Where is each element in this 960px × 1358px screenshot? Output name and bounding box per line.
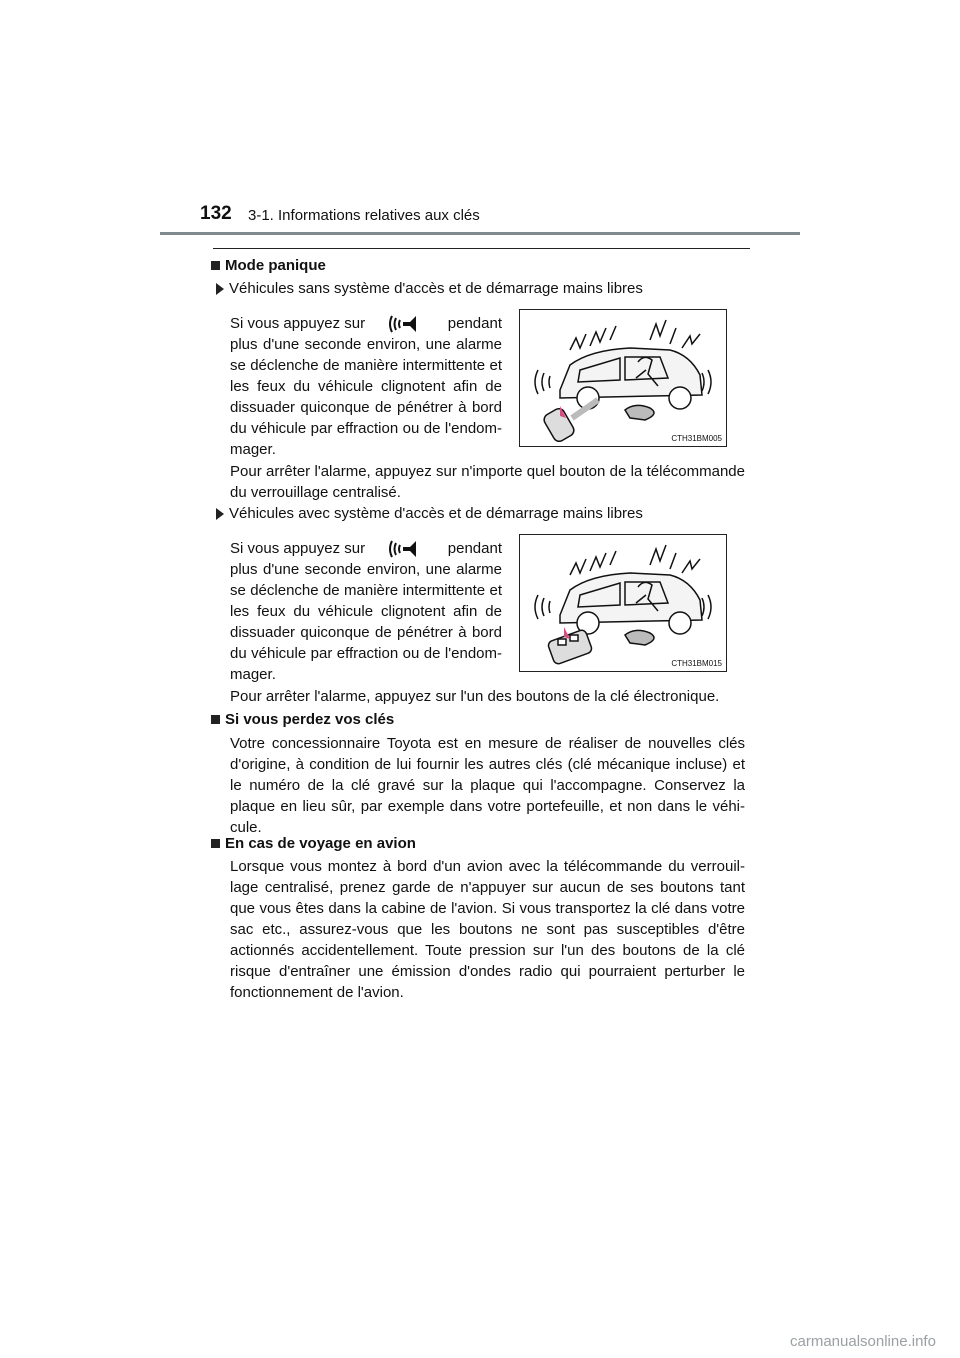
text-after-icon: pendant — [447, 540, 502, 557]
panic-mode-heading — [211, 257, 326, 274]
panic-description-without-smart-key — [230, 313, 502, 460]
stop-alarm-text-remote: Pour arrêter l'alarme, appuyez sur n'importe quel bouton de la télécommande du verrouillage centralisé. — [230, 463, 745, 501]
first-line — [230, 538, 502, 559]
text-rest: plus d'une seconde environ, une alarme se déclenche de manière intermittente et les feux du véhicule clignotent afin de dissuader quiconque de pénétrer à bord du véhicule par effraction ou de l'endom-mager. — [230, 561, 502, 683]
panic-button-icon — [388, 539, 424, 559]
car-alarm-illustration — [520, 535, 726, 671]
alarm-illustration-smart-key — [519, 534, 727, 672]
heading-text: Mode panique — [225, 257, 326, 274]
car-alarm-illustration — [520, 310, 726, 446]
text-lead: Si vous appuyez sur — [230, 540, 366, 557]
text-lead: Si vous appuyez sur — [230, 315, 366, 332]
figure-code: CTH31BM005 — [671, 434, 722, 443]
first-line — [230, 313, 502, 334]
triangle-bullet-icon — [216, 508, 224, 520]
air-travel-text: Lorsque vous montez à bord d'un avion avec la télécommande du verrouil-lage centralisé, prenez garde de n'appuyer sur aucun de ses boutons tant que vous êtes dans la cabine de l'avion. Si vous transportez la clé dans votre sac etc., assurez-vous que les boutons ne sont pas susceptibles d'être actionnés accidentellement. Toute pression sur l'un des boutons de la clé risque d'entraîner une émission d'ondes radio qui pourraient perturber le fonctionnement de l'avion. — [230, 858, 745, 1001]
subheading-text: Véhicules avec système d'accès et de démarrage mains libres — [229, 505, 643, 522]
watermark: carmanualsonline.info — [790, 1333, 936, 1350]
subheading-without-smart-key — [216, 280, 643, 297]
section-title: 3-1. Informations relatives aux clés — [248, 207, 480, 224]
text-rest: plus d'une seconde environ, une alarme se déclenche de manière intermittente et les feux du véhicule clignotent afin de dissuader quiconque de pénétrer à bord du véhicule par effraction ou de l'endom-mager. — [230, 336, 502, 458]
lost-keys-text: Votre concessionnaire Toyota est en mesure de réaliser de nouvelles clés d'origine, à condition de lui fournir les autres clés (clé mécanique incluse) et le numéro de la clé gravé sur la plaque qui l'accompagne. Conservez la plaque en lieu sûr, par exemple dans votre portefeuille, et non dans le véhi-cule. — [230, 735, 745, 836]
page-number: 132 — [200, 203, 232, 224]
lost-keys-heading — [211, 711, 394, 728]
triangle-bullet-icon — [216, 283, 224, 295]
square-bullet-icon — [211, 261, 220, 270]
text-after-icon: pendant — [447, 315, 502, 332]
panic-button-icon — [388, 314, 424, 334]
square-bullet-icon — [211, 715, 220, 724]
air-travel-heading — [211, 835, 416, 852]
content-rule — [213, 248, 750, 249]
heading-text: En cas de voyage en avion — [225, 835, 416, 852]
subheading-with-smart-key — [216, 505, 643, 522]
header-rule — [160, 232, 800, 235]
subheading-text: Véhicules sans système d'accès et de démarrage mains libres — [229, 280, 643, 297]
square-bullet-icon — [211, 839, 220, 848]
figure-code: CTH31BM015 — [671, 659, 722, 668]
heading-text: Si vous perdez vos clés — [225, 711, 395, 728]
panic-description-with-smart-key — [230, 538, 502, 685]
alarm-illustration-remote — [519, 309, 727, 447]
stop-alarm-text-smart-key: Pour arrêter l'alarme, appuyez sur l'un des boutons de la clé électronique. — [230, 688, 720, 705]
